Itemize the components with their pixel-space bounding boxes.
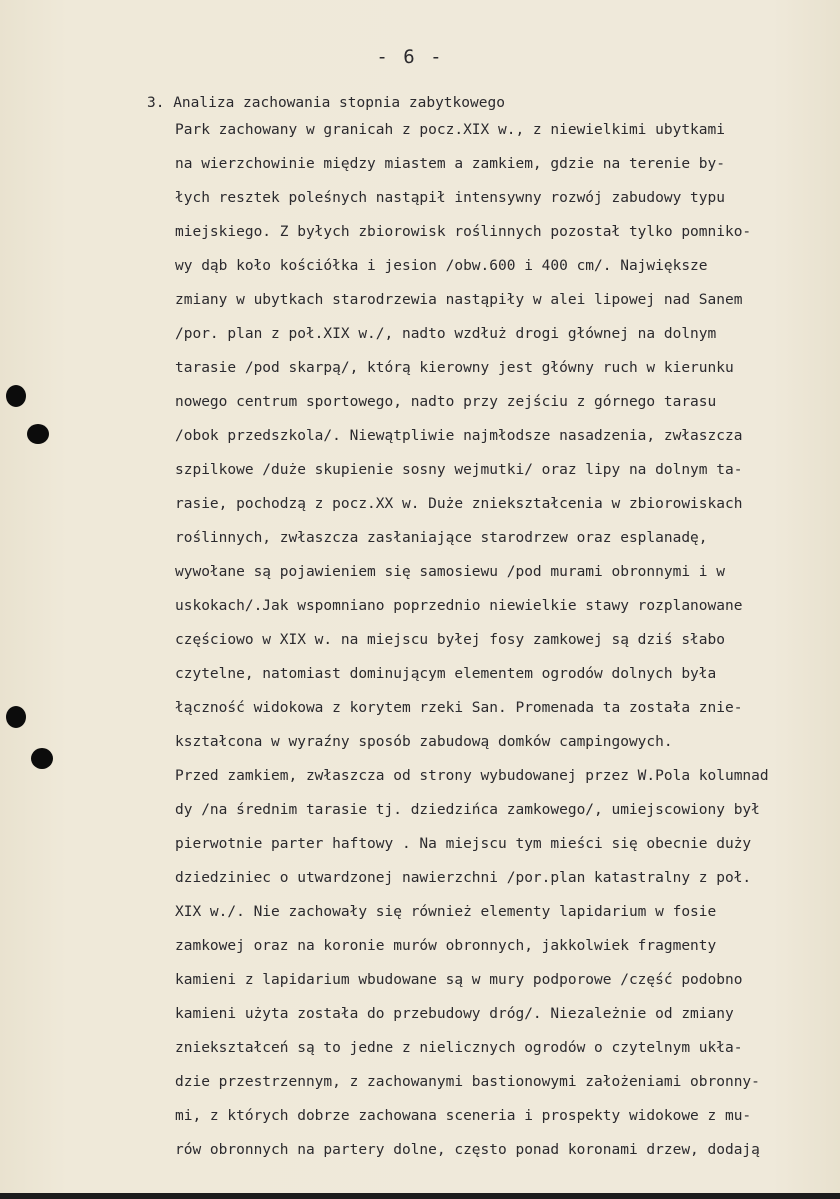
text-line: kształcona w wyraźny sposób zabudową domków campingowych. xyxy=(175,734,673,750)
text-line: tarasie /pod skarpą/, którą kierowny jest główny ruch w kierunku xyxy=(175,360,734,376)
text-line: łych resztek poleśnych nastąpił intensywny rozwój zabudowy typu xyxy=(175,190,725,206)
text-line: wywołane są pojawieniem się samosiewu /pod murami obronnymi i w xyxy=(175,564,725,580)
text-line: dziedziniec o utwardzonej nawierzchni /por.plan katastralny z poł. xyxy=(175,870,752,886)
body-text xyxy=(175,117,835,1171)
section-heading: 3. Analiza zachowania stopnia zabytkowego xyxy=(147,95,505,111)
text-line: wy dąb koło kościółka i jesion /obw.600 i 400 cm/. Największe xyxy=(175,258,708,274)
text-line: XIX w./. Nie zachowały się również elementy lapidarium w fosie xyxy=(175,904,717,920)
text-line: Park zachowany w granicah z pocz.XIX w., z niewielkimi ubytkami xyxy=(175,122,725,138)
text-line: mi, z których dobrze zachowana sceneria i prospekty widokowe z mu- xyxy=(175,1108,752,1124)
text-line: łączność widokowa z korytem rzeki San. Promenada ta została znie- xyxy=(175,700,743,716)
text-line: pierwotnie parter haftowy . Na miejscu tym mieści się obecnie duży xyxy=(175,836,752,852)
text-line: /obok przedszkola/. Niewątpliwie najmłodsze nasadzenia, zwłaszcza xyxy=(175,428,743,444)
punch-hole xyxy=(27,424,49,444)
text-line: szpilkowe /duże skupienie sosny wejmutki/ oraz lipy na dolnym ta- xyxy=(175,462,743,478)
punch-hole xyxy=(31,748,53,769)
text-line: kamieni z lapidarium wbudowane są w mury podporowe /część podobno xyxy=(175,972,743,988)
text-line: uskokach/.Jak wspomniano poprzednio niewielkie stawy rozplanowane xyxy=(175,598,743,614)
text-line: roślinnych, zwłaszcza zasłaniające starodrzew oraz esplanadę, xyxy=(175,530,708,546)
text-line: /por. plan z poł.XIX w./, nadto wzdłuż drogi głównej na dolnym xyxy=(175,326,717,342)
text-line: zniekształceń są to jedne z nielicznych ogrodów o czytelnym ukła- xyxy=(175,1040,743,1056)
text-line: dzie przestrzennym, z zachowanymi bastionowymi założeniami obronny- xyxy=(175,1074,760,1090)
scan-bottom-edge xyxy=(0,1193,840,1199)
punch-hole xyxy=(6,706,26,728)
text-line: Przed zamkiem, zwłaszcza od strony wybudowanej przez W.Pola kolumnad xyxy=(175,768,769,784)
text-line: zmiany w ubytkach starodrzewia nastąpiły w alei lipowej nad Sanem xyxy=(175,292,743,308)
text-line: na wierzchowinie między miastem a zamkiem, gdzie na terenie by- xyxy=(175,156,725,172)
punch-hole xyxy=(6,385,26,407)
text-line: czytelne, natomiast dominującym elementem ogrodów dolnych była xyxy=(175,666,717,682)
text-line: częściowo w XIX w. na miejscu byłej fosy zamkowej są dziś słabo xyxy=(175,632,725,648)
text-line: nowego centrum sportowego, nadto przy zejściu z górnego tarasu xyxy=(175,394,717,410)
text-line: dy /na średnim tarasie tj. dziedzińca zamkowego/, umiejscowiony był xyxy=(175,802,760,818)
text-line: rasie, pochodzą z pocz.XX w. Duże zniekształcenia w zbiorowiskach xyxy=(175,496,743,512)
page-number: - 6 - xyxy=(376,46,444,68)
text-line: rów obronnych na partery dolne, często ponad koronami drzew, dodają xyxy=(175,1142,760,1158)
text-line: miejskiego. Z byłych zbiorowisk roślinnych pozostał tylko pomniko- xyxy=(175,224,752,240)
text-line: kamieni użyta została do przebudowy dróg/. Niezależnie od zmiany xyxy=(175,1006,734,1022)
text-line: zamkowej oraz na koronie murów obronnych, jakkolwiek fragmenty xyxy=(175,938,717,954)
